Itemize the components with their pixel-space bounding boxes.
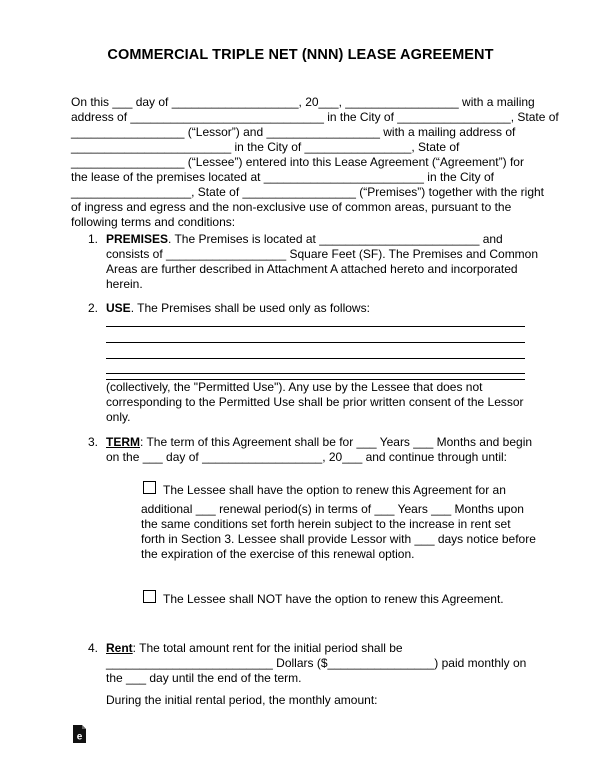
- no-renew-option-checkbox[interactable]: [143, 590, 156, 603]
- renew-option-checkbox[interactable]: [143, 481, 156, 494]
- svg-text:e: e: [76, 731, 83, 743]
- option-line: The Lessee shall NOT have the option to renew this Agreement.: [163, 592, 504, 606]
- intro-line: On this ___ day of ___________________, 20___, _________________ with a mailing: [71, 95, 535, 109]
- blank-line[interactable]: [106, 326, 525, 327]
- option-line: the expiration of the exercise of this renewal option.: [141, 547, 415, 561]
- section-text: . The Premises shall be used only as follows:: [130, 301, 370, 315]
- section-text: : The total amount rent for the initial period shall be: [132, 641, 403, 655]
- section-number: 3.: [88, 435, 99, 449]
- option-line: forth in Section 3. Lessee shall provide Lessor with ___ days notice before: [141, 532, 536, 546]
- option-line: the same conditions set forth herein subject to the increase in rent set: [141, 517, 511, 531]
- section-line: on the ___ day of __________________, 20___ and continue through until:: [106, 450, 508, 464]
- intro-line: _________________ (“Lessor”) and _________________ with a mailing address of: [71, 125, 516, 139]
- section-text: : The term of this Agreement shall be for ___ Years ___ Months and begin: [140, 435, 533, 449]
- document-title: COMMERCIAL TRIPLE NET (NNN) LEASE AGREEMENT: [107, 47, 494, 63]
- section-heading: USE: [106, 301, 131, 315]
- blank-line[interactable]: [106, 358, 525, 359]
- section-line: herein.: [106, 277, 143, 291]
- intro-line: following terms and conditions:: [71, 215, 236, 229]
- intro-line: of ingress and egress and the non-exclusive use of common areas, pursuant to the: [71, 200, 512, 214]
- section-line: only.: [106, 410, 131, 424]
- section-heading: TERM: [106, 435, 140, 449]
- blank-line[interactable]: [106, 373, 525, 374]
- section-line: [106, 641, 403, 657]
- option-line: additional ___ renewal period(s) in terms of ___ Years ___ Months upon: [141, 502, 524, 516]
- section-heading: PREMISES: [106, 232, 169, 246]
- section-number: 2.: [88, 301, 99, 315]
- section-line: Areas are further described in Attachment A attached hereto and incorporated: [106, 262, 518, 276]
- intro-line: _________________ (“Lessee”) entered into this Lease Agreement (“Agreement”) for: [71, 155, 524, 169]
- option-line: The Lessee shall have the option to renew this Agreement for an: [163, 483, 506, 497]
- section-number: 4.: [88, 641, 99, 655]
- section-line: (collectively, the "Permitted Use"). Any use by the Lessee that does not: [106, 380, 483, 394]
- section-heading: Rent: [106, 641, 133, 655]
- section-line: [106, 301, 370, 317]
- section-text: . The Premises is located at ________________________ and: [168, 232, 503, 246]
- intro-line: the lease of the premises located at ________________________ in the City of: [71, 170, 494, 184]
- section-line: consists of __________________ Square Feet (SF). The Premises and Common: [106, 247, 539, 261]
- section-line: [106, 232, 503, 248]
- intro-line: ________________________ in the City of ________________, State of: [71, 140, 460, 154]
- section-line: [106, 435, 532, 451]
- section-line: _________________________ Dollars ($________________) paid monthly on: [106, 656, 527, 670]
- intro-line: address of _____________________________ in the City of _________________, State of: [71, 110, 559, 124]
- intro-line: __________________, State of _________________ (“Premises”) together with the right: [71, 185, 545, 199]
- blank-line[interactable]: [106, 342, 525, 343]
- section-line: corresponding to the Permitted Use shall be prior written consent of the Lessor: [106, 395, 524, 409]
- section-number: 1.: [88, 232, 99, 246]
- eforms-logo-icon: [71, 724, 88, 744]
- section-line: During the initial rental period, the monthly amount:: [106, 693, 378, 707]
- section-line: the ___ day until the end of the term.: [106, 671, 302, 685]
